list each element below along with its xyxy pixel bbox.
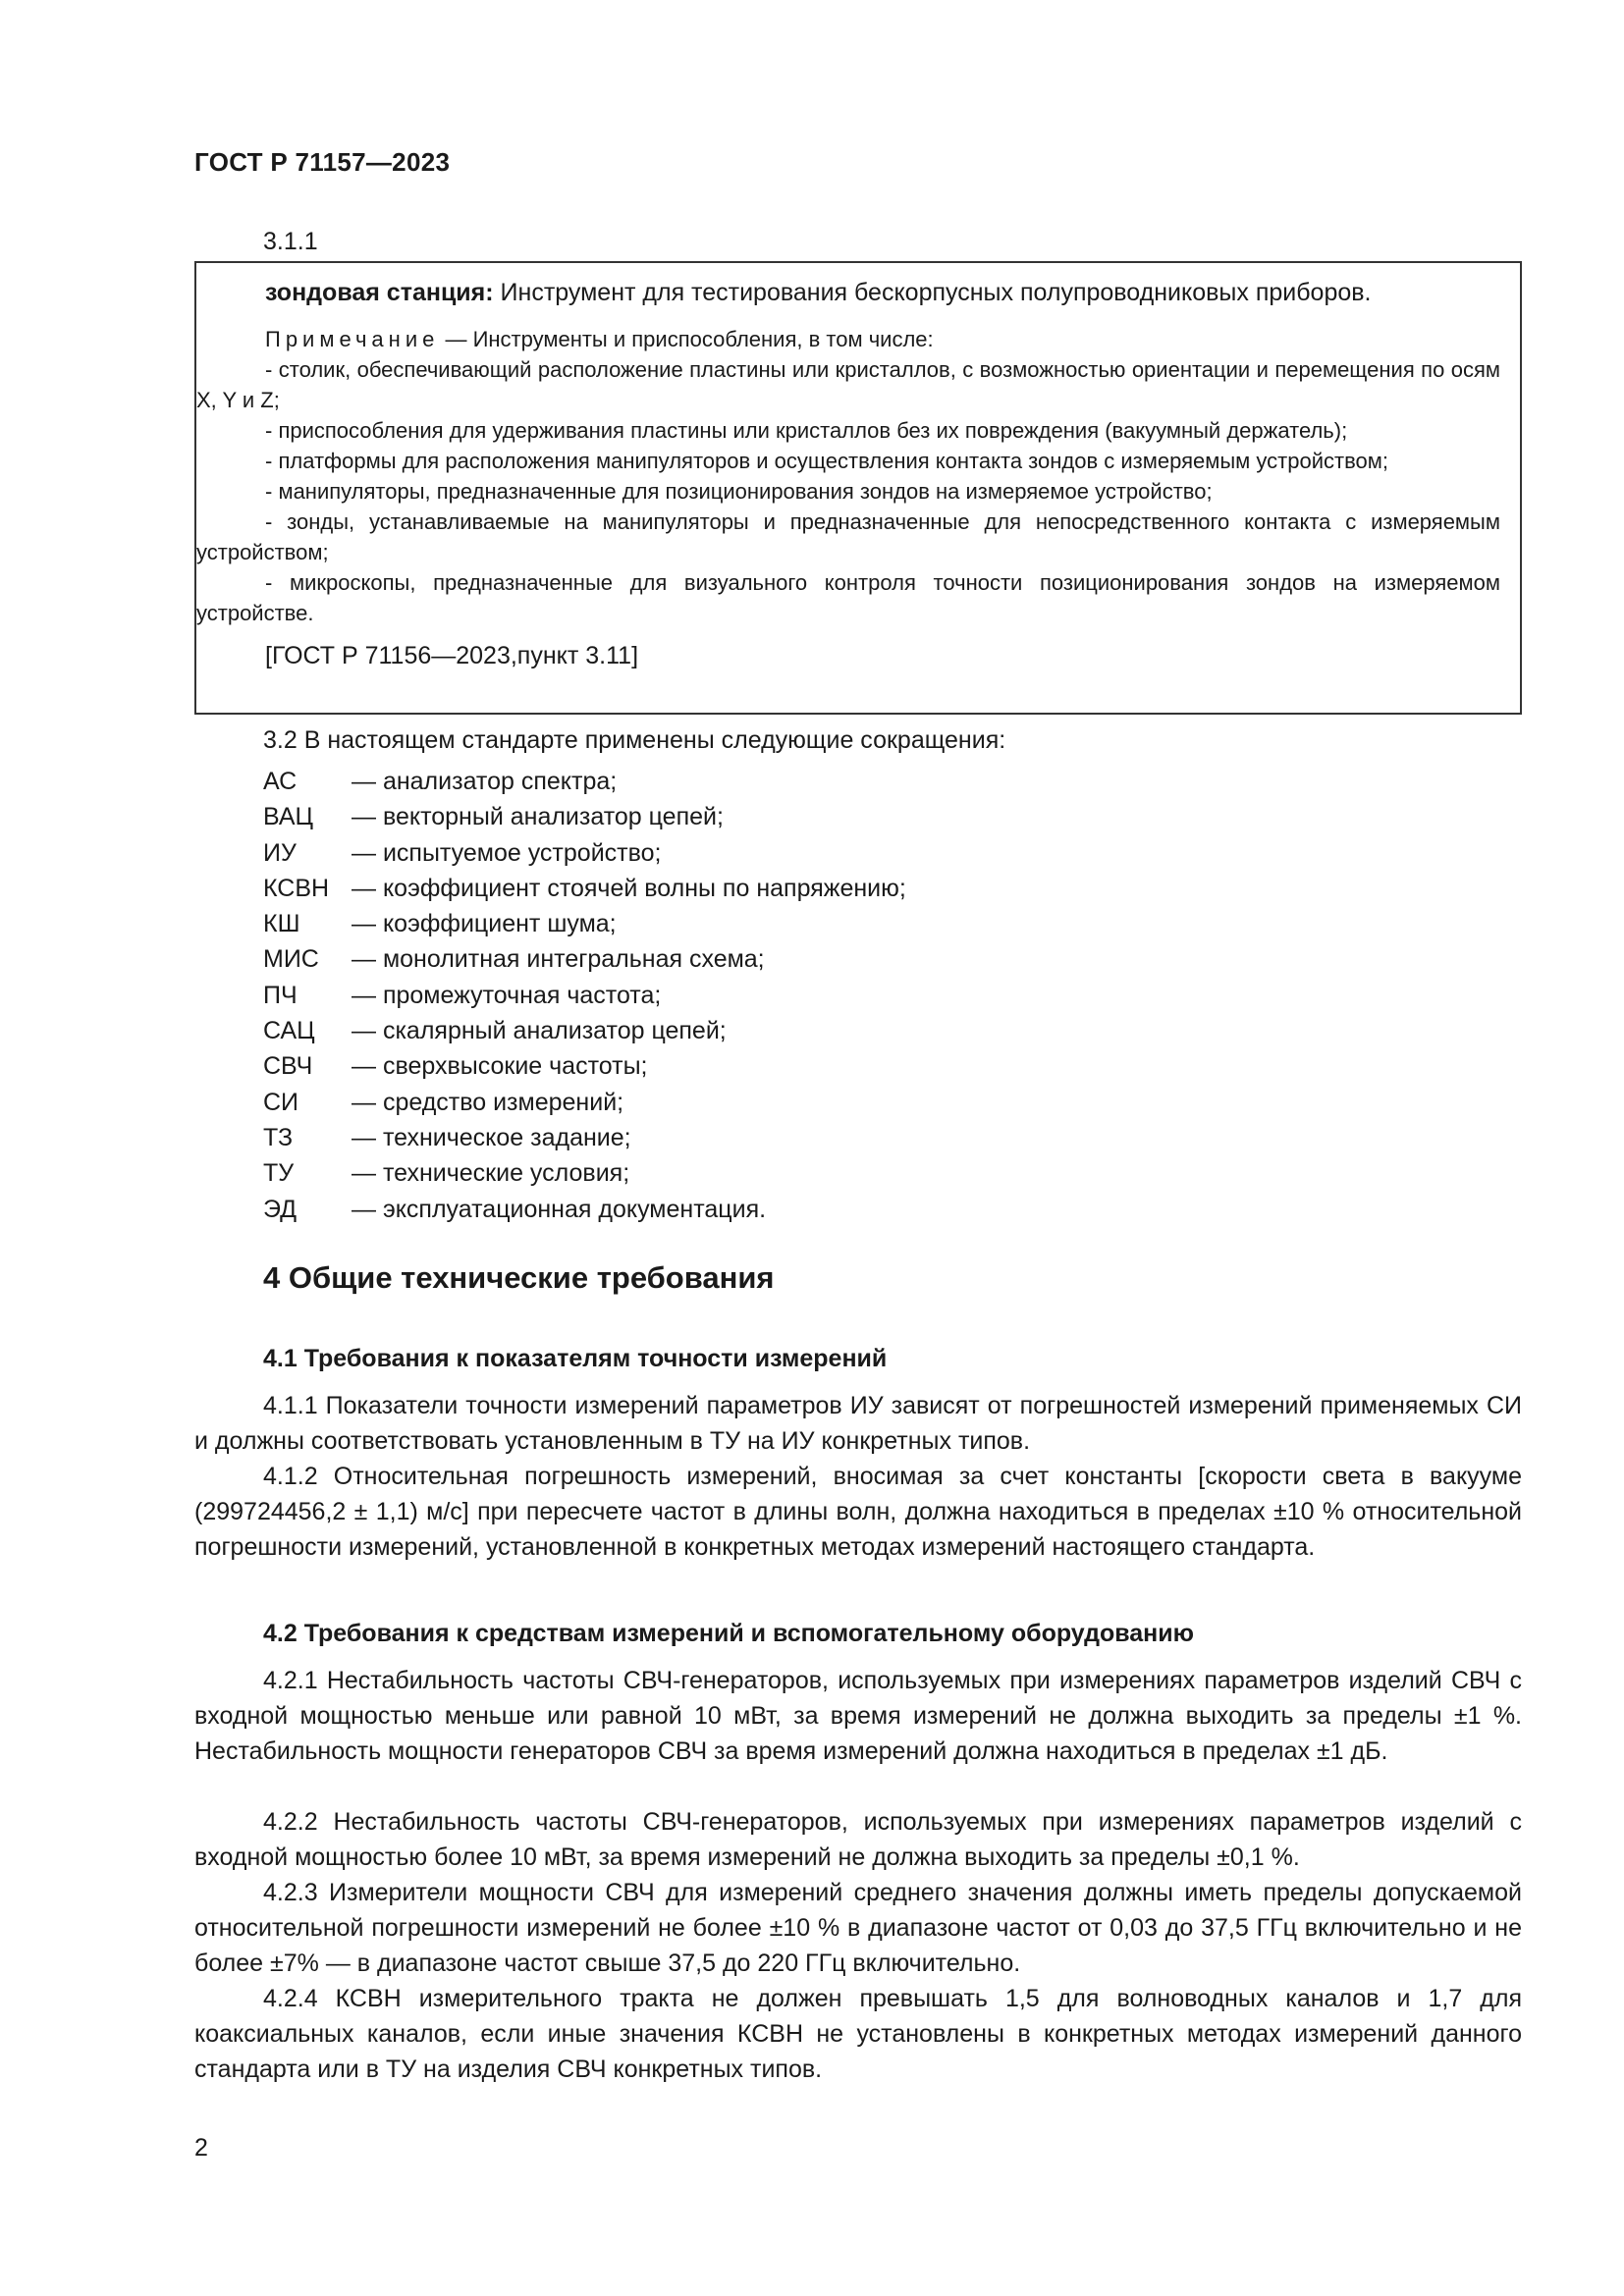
abbreviation-code: ЭД <box>263 1195 298 1223</box>
term-definition <box>265 275 1500 310</box>
paragraph-4-1-2: 4.1.2 Относительная погрешность измерений, вносимая за счет константы [скорости света в вакууме (299724456,2 ± 1,1) м/с] при пересчете частот в длины волн, должна находиться в пределах ±10 % относительной погрешности измерений, установленной в конкретных методах измерений настоящего стандарта. <box>194 1463 1522 1561</box>
abbreviation-text: — векторный анализатор цепей; <box>352 803 724 831</box>
note-item: - зонды, устанавливаемые на манипуляторы и предназначенные для непосредственного контакта с измеряемым устройством; <box>196 509 1500 564</box>
term-number: 3.1.1 <box>263 228 318 255</box>
subsection-title: 4.1 Требования к показателям точности измерений <box>263 1345 888 1372</box>
subsection-title: 4.2 Требования к средствам измерений и вспомогательному оборудованию <box>263 1620 1194 1647</box>
abbreviation-text: — скалярный анализатор цепей; <box>352 1017 727 1045</box>
abbreviation-row <box>263 941 906 977</box>
abbreviation-text: — коэффициент шума; <box>352 910 617 938</box>
abbreviation-text: — испытуемое устройство; <box>352 838 662 867</box>
abbreviation-code: ПЧ <box>263 981 298 1009</box>
abbreviation-row <box>263 1155 906 1191</box>
abbreviation-text: — коэффициент стоячей волны по напряжению; <box>352 874 906 902</box>
abbreviation-text: — средство измерений; <box>352 1088 624 1116</box>
paragraph-4-2-3: 4.2.3 Измерители мощности СВЧ для измерений среднего значения должны иметь пределы допускаемой относительной погрешности измерений не более ±10 % в диапазоне частот от 0,03 до 37,5 ГГц включительно и не более ±7% — в диапазоне частот свыше 37,5 до 220 ГГц включительно. <box>194 1879 1522 1977</box>
paragraph-4-2-4: 4.2.4 КСВН измерительного тракта не должен превышать 1,5 для волноводных каналов и 1,7 для коаксиальных каналов, если иные значения КСВН не установлены в конкретных методах измерений данного стандарта или в ТУ на изделия СВЧ конкретных типов. <box>194 1985 1522 2083</box>
abbreviation-text: — сверхвысокие частоты; <box>352 1052 648 1081</box>
abbreviation-code: ИУ <box>263 838 297 867</box>
abbreviation-text: — эксплуатационная документация. <box>352 1195 767 1223</box>
abbreviation-text: — технические условия; <box>352 1159 630 1188</box>
page-number: 2 <box>194 2134 208 2162</box>
abbreviation-text: — монолитная интегральная схема; <box>352 945 765 974</box>
note-header <box>196 324 1500 354</box>
abbreviation-code: КСВН <box>263 874 330 902</box>
abbreviation-row <box>263 799 906 834</box>
abbreviation-code: САЦ <box>263 1017 315 1045</box>
paragraph-4-2-1: 4.2.1 Нестабильность частоты СВЧ-генераторов, используемых при измерениях параметров изделий СВЧ с входной мощностью меньше или равной 10 мВт, за время измерений не должна выходить за пределы ±1 %. Нестабильность мощности генераторов СВЧ за время измерений должна находиться в пределах ±1 дБ. <box>194 1667 1522 1765</box>
abbreviation-text: — техническое задание; <box>352 1123 631 1151</box>
abbreviation-code: АС <box>263 768 298 795</box>
term-source: [ГОСТ Р 71156—2023,пункт 3.11] <box>265 642 639 669</box>
abbreviation-text: — промежуточная частота; <box>352 981 662 1009</box>
abbreviation-row <box>263 1048 906 1084</box>
abbreviation-code: ВАЦ <box>263 803 314 831</box>
abbreviation-row <box>263 764 906 799</box>
abbreviation-row <box>263 871 906 906</box>
note-label: Примечание <box>265 327 440 351</box>
abbreviation-row <box>263 906 906 941</box>
note-item: - манипуляторы, предназначенные для позиционирования зондов на измеряемое устройство; <box>265 479 1213 504</box>
term-name: зондовая станция: <box>265 279 494 306</box>
term-definition-text: Инструмент для тестирования бескорпусных полупроводниковых приборов. <box>493 279 1372 306</box>
abbreviation-row <box>263 1120 906 1155</box>
abbreviation-code: СИ <box>263 1088 299 1116</box>
abbreviation-row <box>263 835 906 871</box>
abbreviations-intro: 3.2 В настоящем стандарте применены следующие сокращения: <box>263 726 1006 754</box>
note-item: - платформы для расположения манипуляторов и осуществления контакта зондов с измеряемым устройством; <box>265 449 1388 473</box>
note-item: - микроскопы, предназначенные для визуального контроля точности позиционирования зондов на измеряемом устройстве. <box>196 570 1500 625</box>
paragraph-4-1-1: 4.1.1 Показатели точности измерений параметров ИУ зависят от погрешностей измерений применяемых СИ и должны соответствовать установленным в ТУ на ИУ конкретных типов. <box>194 1392 1522 1455</box>
note-intro: — Инструменты и приспособления, в том числе: <box>439 327 934 351</box>
term-note <box>196 324 1500 628</box>
section-title: 4 Общие технические требования <box>263 1260 775 1295</box>
abbreviation-row <box>263 1192 906 1227</box>
term-definition-box <box>194 261 1522 715</box>
note-item: - столик, обеспечивающий расположение пластины или кристаллов, с возможностью ориентации и перемещения по осям X, Y и Z; <box>196 357 1500 412</box>
document-header: ГОСТ Р 71157—2023 <box>194 147 451 177</box>
abbreviation-code: ТУ <box>263 1159 295 1188</box>
abbreviation-row <box>263 978 906 1013</box>
abbreviation-code: ТЗ <box>263 1123 294 1151</box>
abbreviation-code: СВЧ <box>263 1052 313 1081</box>
abbreviation-text: — анализатор спектра; <box>352 768 618 795</box>
abbreviation-row <box>263 1013 906 1048</box>
abbreviations-list <box>263 764 906 1227</box>
abbreviation-row <box>263 1085 906 1120</box>
paragraph-4-2-2: 4.2.2 Нестабильность частоты СВЧ-генераторов, используемых при измерениях параметров изделий с входной мощностью более 10 мВт, за время измерений не должна выходить за пределы ±0,1 %. <box>194 1808 1522 1871</box>
abbreviation-code: КШ <box>263 910 300 938</box>
note-item: - приспособления для удерживания пластины или кристаллов без их повреждения (вакуумный держатель); <box>265 418 1348 443</box>
abbreviation-code: МИС <box>263 945 319 974</box>
